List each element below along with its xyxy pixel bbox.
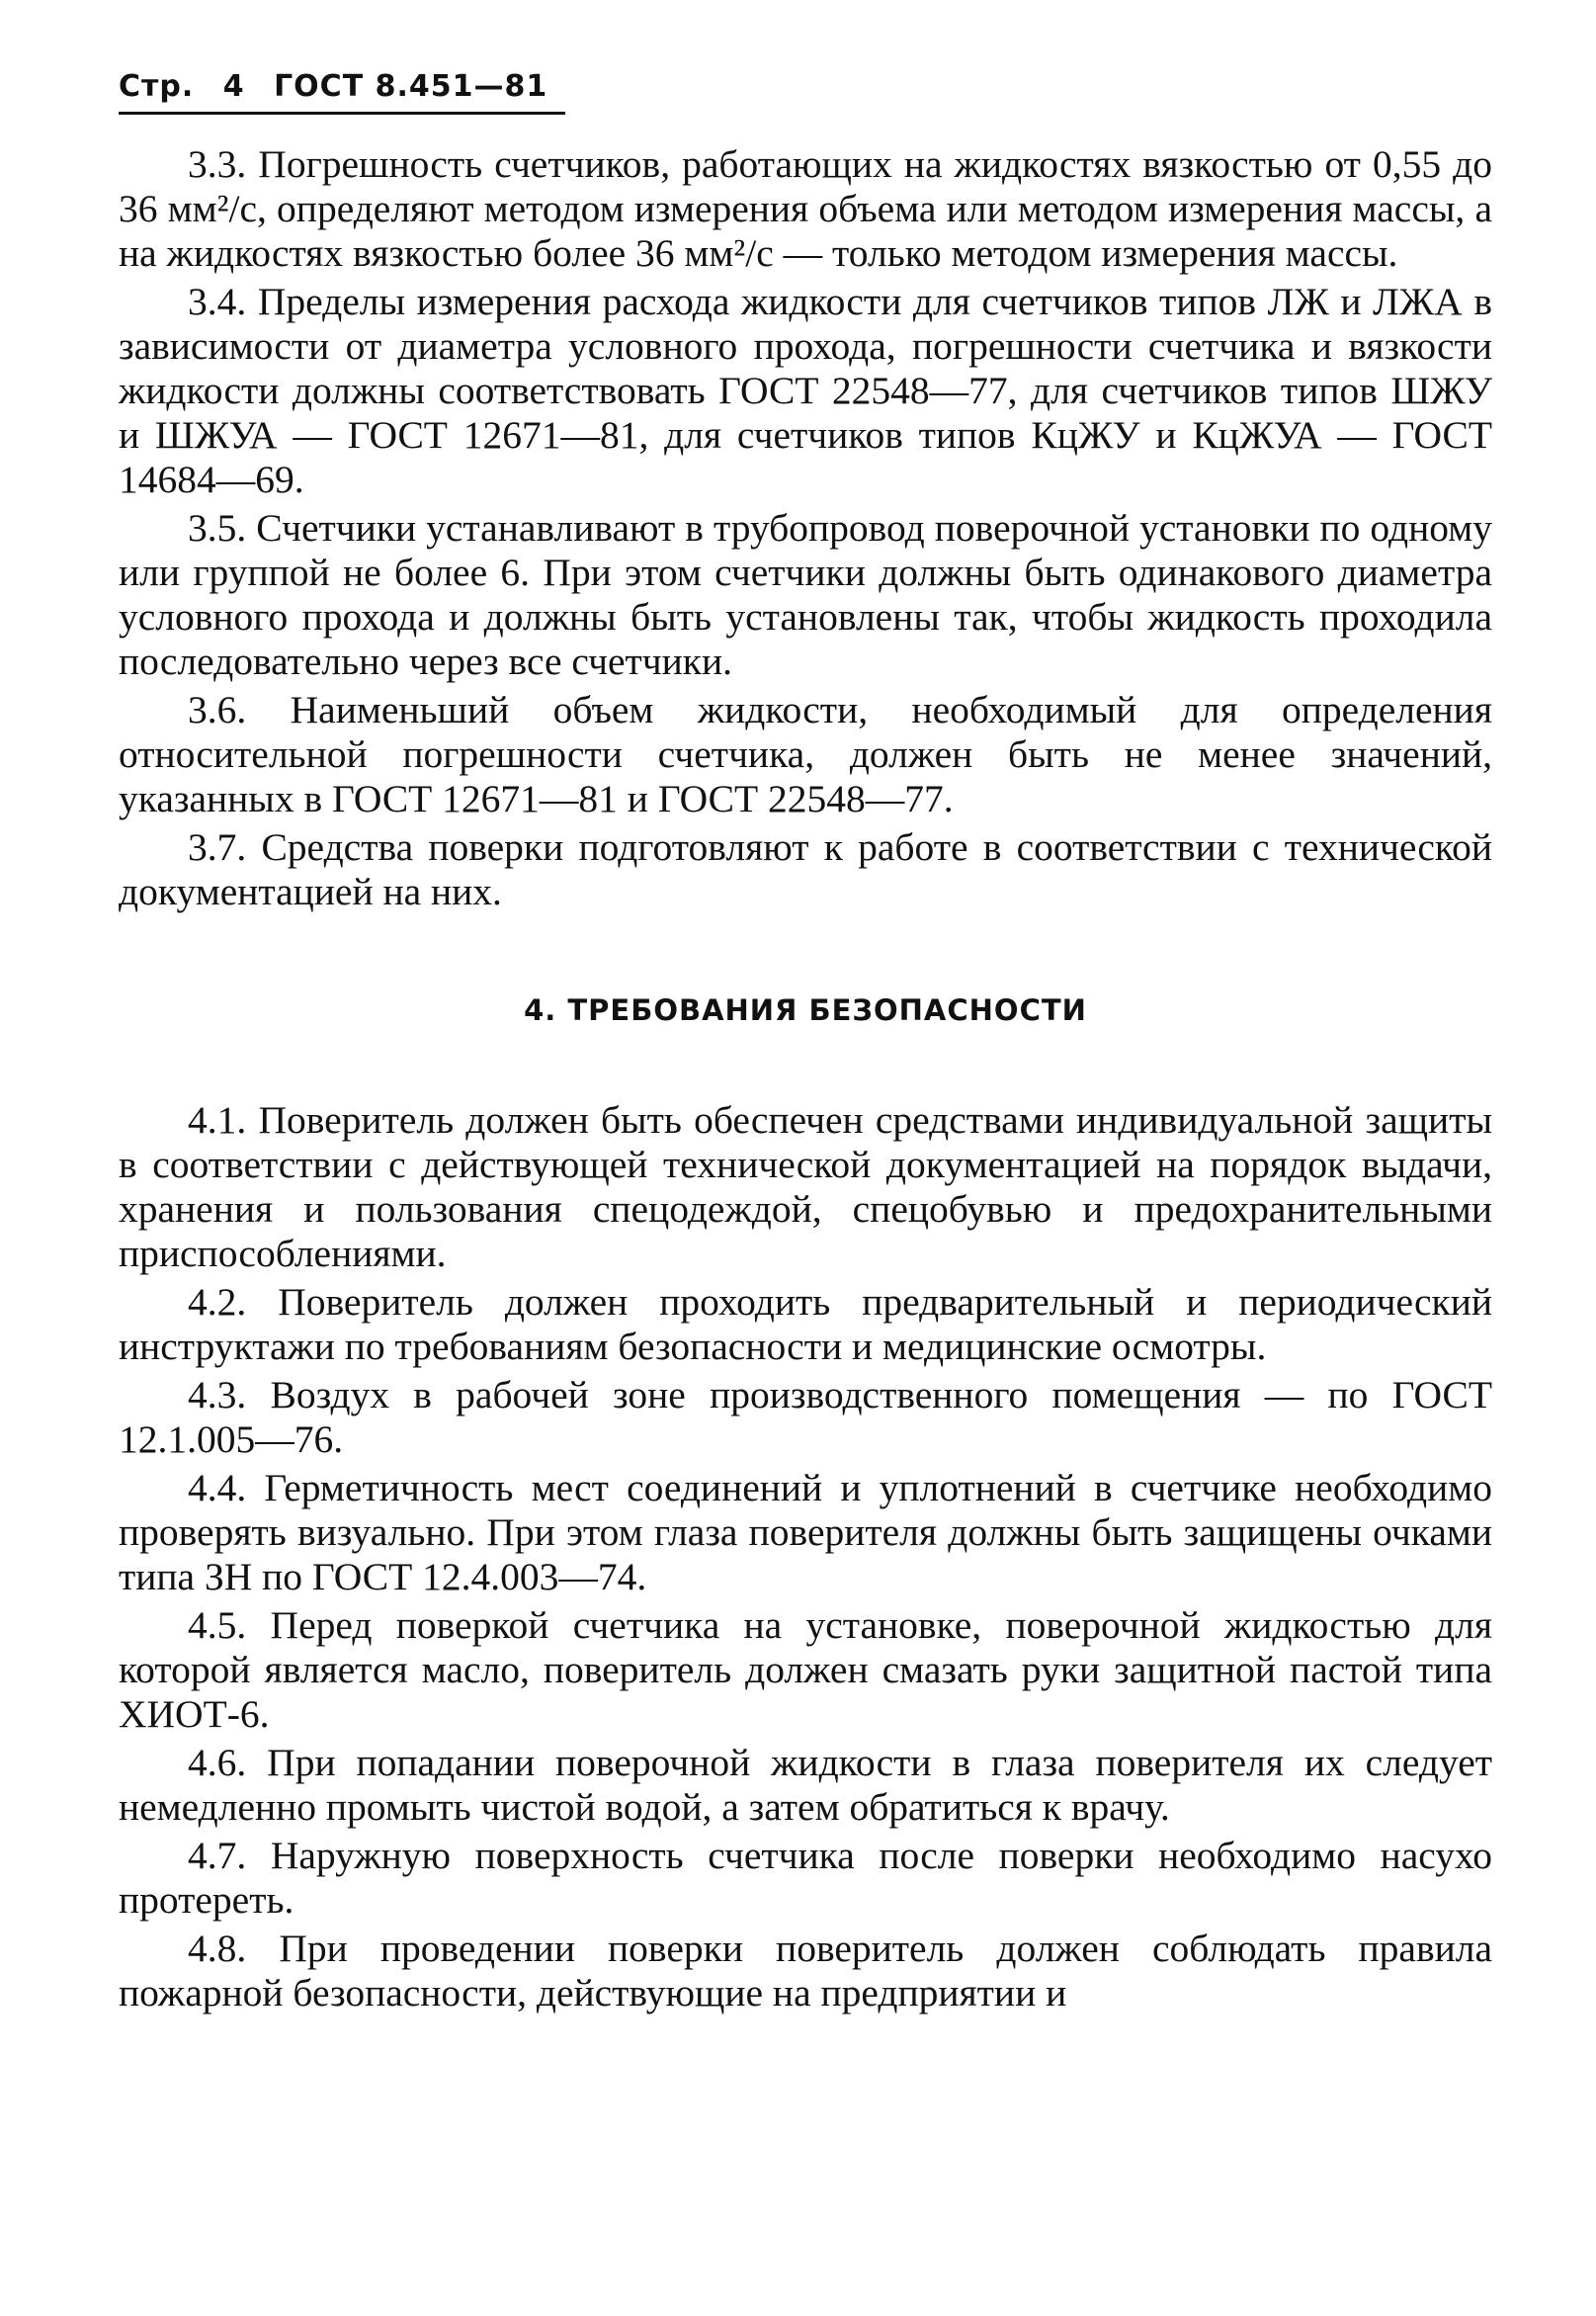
paragraph-4-6: 4.6. При попадании поверочной жидкости в глаза поверителя их следует немедленно промыть чистой водой, а затем обратиться к врачу. bbox=[119, 1741, 1492, 1829]
section-4-body bbox=[119, 1098, 1492, 2016]
section-4-title: 4. ТРЕБОВАНИЯ БЕЗОПАСНОСТИ bbox=[524, 993, 1087, 1027]
paragraph-3-4: 3.4. Пределы измерения расхода жидкости для счетчиков типов ЛЖ и ЛЖА в зависимости от диаметра условного прохода, погрешности счетчика и вязкости жидкости должны соответствовать ГОСТ 22548—77, для счетчиков типов ШЖУ и ШЖУА — ГОСТ 12671—81, для счетчиков типов КцЖУ и КцЖУА — ГОСТ 14684—69. bbox=[119, 280, 1492, 501]
paragraph-4-1: 4.1. Поверитель должен быть обеспечен средствами индивидуальной защиты в соответствии с действующей технической документацией на порядок выдачи, хранения и пользования спецодеждой, спецобувью и предохранительными приспособлениями. bbox=[119, 1098, 1492, 1275]
paragraph-4-5: 4.5. Перед поверкой счетчика на установке, поверочной жидкостью для которой является масло, поверитель должен смазать руки защитной пастой типа ХИОТ-6. bbox=[119, 1603, 1492, 1736]
paragraph-4-7: 4.7. Наружную поверхность счетчика после поверки необходимо насухо протереть. bbox=[119, 1834, 1492, 1922]
page-header bbox=[119, 69, 565, 115]
paragraph-4-3: 4.3. Воздух в рабочей зоне производственного помещения — по ГОСТ 12.1.005—76. bbox=[119, 1373, 1492, 1461]
paragraph-4-8: 4.8. При проведении поверки поверитель должен соблюдать правила пожарной безопасности, действующие на предприятии и bbox=[119, 1927, 1492, 2015]
paragraph-4-4: 4.4. Герметичность мест соединений и уплотнений в счетчике необходимо проверять визуально. При этом глаза поверителя должны быть защищены очками типа ЗН по ГОСТ 12.4.003—74. bbox=[119, 1466, 1492, 1598]
document-page bbox=[119, 69, 1492, 2019]
paragraph-3-3: 3.3. Погрешность счетчиков, работающих на жидкостях вязкостью от 0,55 до 36 мм²/с, определяют методом измерения объема или методом измерения массы, а на жидкостях вязкостью более 36 мм²/с — только методом измерения массы. bbox=[119, 142, 1492, 275]
paragraph-3-6: 3.6. Наименьший объем жидкости, необходимый для определения относительной погрешности счетчика, должен быть не менее значений, указанных в ГОСТ 12671—81 и ГОСТ 22548—77. bbox=[119, 688, 1492, 820]
paragraph-4-2: 4.2. Поверитель должен проходить предварительный и периодический инструктажи по требованиям безопасности и медицинские осмотры. bbox=[119, 1280, 1492, 1368]
paragraph-3-5: 3.5. Счетчики устанавливают в трубопровод поверочной установки по одному или группой не более 6. При этом счетчики должны быть одинакового диаметра условного прохода и должны быть установлены так, чтобы жидкость проходила последовательно через все счетчики. bbox=[119, 506, 1492, 683]
standard-code: ГОСТ 8.451—81 bbox=[274, 69, 548, 104]
page-number: 4 bbox=[222, 69, 245, 104]
paragraph-3-7: 3.7. Средства поверки подготовляют к работе в соответствии с технической документацией на них. bbox=[119, 825, 1492, 913]
page-label: Стр. bbox=[119, 69, 195, 104]
section-3-body bbox=[119, 142, 1492, 914]
